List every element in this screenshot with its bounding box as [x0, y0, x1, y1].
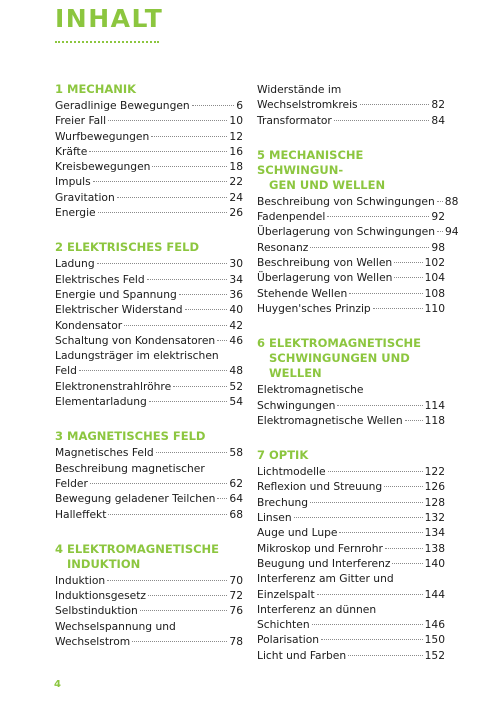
toc-entry-label: Mikroskop und Fernrohr — [257, 541, 383, 555]
toc-entry-label: Elektronenstrahlröhre — [55, 379, 172, 393]
dot-leader — [108, 514, 227, 515]
toc-entry-row — [257, 632, 445, 647]
dot-leader — [98, 212, 228, 213]
dot-leader — [349, 293, 422, 294]
toc-page-number: 30 — [229, 257, 243, 271]
toc-entry-label: Bewegung geladener Teilchen — [55, 492, 216, 506]
toc-entry-label: Magnetisches Feld — [55, 446, 154, 460]
toc-entry-row — [257, 556, 445, 571]
toc-entry[interactable] — [55, 190, 243, 205]
toc-entry-label: Interferenz am Gitter und — [257, 572, 394, 586]
toc-entry[interactable] — [55, 205, 243, 220]
toc-entry-row — [55, 129, 243, 144]
toc-page-number: 118 — [424, 413, 445, 427]
toc-page-number: 48 — [229, 364, 243, 378]
section-heading — [257, 336, 445, 381]
toc-page-number: 94 — [445, 225, 459, 239]
toc-page-number: 40 — [229, 303, 243, 317]
toc-page-number: 110 — [424, 301, 445, 315]
toc-entry-row — [257, 113, 445, 128]
dot-leader — [437, 231, 443, 232]
toc-entry[interactable] — [257, 413, 445, 428]
toc-page-number: 92 — [431, 210, 445, 224]
dot-leader — [152, 166, 227, 167]
toc-entry-label: Feld — [55, 364, 77, 378]
toc-page-number: 10 — [229, 114, 243, 128]
toc-entry-label: Ladungsträger im elektrischen — [55, 349, 219, 363]
toc-entry[interactable] — [257, 525, 445, 540]
toc-entry-label: Schaltung von Kondensatoren — [55, 333, 216, 347]
dot-leader — [147, 279, 228, 280]
dot-leader — [360, 104, 430, 105]
dot-leader — [294, 517, 423, 518]
toc-page-number: 102 — [424, 256, 445, 270]
toc-entry[interactable] — [257, 571, 445, 602]
toc-page-number: 24 — [229, 190, 243, 204]
toc-entry[interactable] — [55, 588, 243, 603]
dot-leader — [217, 340, 227, 341]
toc-page-number: 138 — [424, 541, 445, 555]
dot-leader — [373, 308, 423, 309]
toc-page-number: 42 — [229, 318, 243, 332]
toc-entry[interactable] — [257, 113, 445, 128]
toc-entry-label: Widerstände im — [257, 83, 342, 96]
toc-entry-label: Reflexion und Streuung — [257, 480, 383, 494]
toc-entry-row — [55, 634, 243, 649]
toc-page-number: 76 — [229, 604, 243, 618]
dot-leader — [108, 120, 227, 121]
toc-entry-label: Polarisation — [257, 633, 320, 647]
toc-entry-label: Auge und Lupe — [257, 526, 338, 540]
toc-entry-label: Kräfte — [55, 144, 88, 158]
toc-entry-label: Selbstinduktion — [55, 604, 138, 618]
toc-section — [55, 240, 243, 409]
toc-page-number: 12 — [229, 129, 243, 143]
toc-entry-label: Wurfbewegungen — [55, 129, 150, 143]
toc-entry-row — [257, 464, 445, 479]
toc-entry-row — [257, 224, 459, 239]
toc-section — [55, 82, 243, 220]
toc-entry-label: Brechung — [257, 495, 309, 509]
toc-entry-row — [55, 174, 243, 189]
toc-page-number: 108 — [424, 286, 445, 300]
toc-page-number: 18 — [229, 160, 243, 174]
toc-page-number: 58 — [229, 446, 243, 460]
dot-leader — [334, 120, 430, 121]
toc-entry-label: Freier Fall — [55, 114, 107, 128]
toc-section — [257, 82, 445, 128]
dot-leader — [179, 294, 228, 295]
toc-entry-row — [257, 286, 445, 301]
toc-entry[interactable] — [55, 445, 243, 460]
dot-leader — [79, 370, 227, 371]
toc-entry-row — [257, 617, 445, 632]
dot-leader — [394, 262, 422, 263]
dot-leader — [149, 401, 228, 402]
dot-leader — [148, 595, 227, 596]
dot-leader — [90, 483, 228, 484]
toc-page-number: 152 — [424, 648, 445, 662]
toc-entry[interactable] — [257, 82, 445, 113]
toc-entry-label: Gravitation — [55, 190, 115, 204]
toc-entry-row — [55, 318, 243, 333]
toc-page-number: 122 — [424, 465, 445, 479]
toc-entry-row — [55, 113, 243, 128]
toc-entry-label: Felder — [55, 476, 88, 490]
toc-entry-row — [257, 510, 445, 525]
toc-entry-label: Elektromagnetische — [257, 383, 364, 397]
toc-section — [257, 147, 459, 316]
toc-page-number: 16 — [229, 144, 243, 158]
title-divider — [55, 41, 159, 43]
toc-entry-row — [257, 413, 445, 428]
toc-page-number: 144 — [424, 587, 445, 601]
section-heading — [257, 148, 445, 193]
toc-entry-row — [55, 333, 243, 348]
toc-entry-row — [257, 255, 445, 270]
dot-leader — [385, 548, 423, 549]
toc-column-right — [257, 82, 459, 683]
toc-entry-row — [55, 190, 243, 205]
toc-page-number: 6 — [236, 99, 243, 112]
toc-entry[interactable] — [55, 619, 243, 650]
toc-entry[interactable] — [257, 479, 445, 494]
toc-entry-row — [55, 363, 243, 378]
dot-leader — [384, 486, 422, 487]
toc-section — [257, 448, 445, 663]
toc-entry[interactable] — [55, 272, 243, 287]
toc-entry[interactable] — [55, 507, 243, 522]
toc-entry[interactable] — [257, 240, 445, 255]
toc-entry-row — [257, 398, 445, 413]
dot-leader — [328, 471, 423, 472]
toc-entry[interactable] — [55, 129, 243, 144]
toc-entry-row — [257, 194, 459, 209]
toc-page-number: 134 — [424, 526, 445, 540]
toc-entry-label: Beschreibung von Wellen — [257, 256, 393, 270]
toc-entry-row — [55, 491, 243, 506]
toc-page-number: 34 — [229, 272, 243, 286]
toc-entry-label: Schwingungen — [257, 398, 336, 412]
toc-entry-row — [55, 256, 243, 271]
toc-entry-label: Induktionsgesetz — [55, 589, 147, 603]
toc-entry[interactable] — [257, 301, 445, 316]
toc-entry-label: Elementarladung — [55, 395, 147, 409]
dot-leader — [348, 655, 422, 656]
section-heading — [55, 82, 243, 97]
toc-entry[interactable] — [55, 174, 243, 189]
toc-entry-label: Transformator — [257, 113, 332, 127]
toc-section — [257, 336, 445, 428]
toc-entry-row — [55, 159, 243, 174]
toc-page-number: 64 — [229, 492, 243, 506]
toc-entry[interactable] — [55, 394, 243, 409]
toc-entry[interactable] — [55, 491, 243, 506]
toc-entry-label: Geradlinige Bewegungen — [55, 99, 190, 112]
dot-leader — [392, 563, 422, 564]
section-heading-line: SCHWINGUNGEN UND — [269, 351, 410, 366]
toc-entry-row — [55, 476, 243, 491]
toc-entry-label: Ladung — [55, 257, 95, 271]
dot-leader — [132, 641, 227, 642]
toc-section — [55, 542, 243, 649]
toc-entry-row — [257, 479, 445, 494]
dot-leader — [192, 105, 234, 106]
toc-page-number: 36 — [229, 287, 243, 301]
toc-entry[interactable] — [55, 603, 243, 618]
toc-page-number: 82 — [431, 98, 445, 112]
toc-entry-row — [257, 648, 445, 663]
toc-entry-row — [55, 445, 243, 460]
toc-page-number: 104 — [424, 271, 445, 285]
dot-leader — [312, 624, 423, 625]
section-heading-line: GEN UND WELLEN — [269, 177, 386, 192]
section-heading-line: 1 MECHANIK — [55, 82, 137, 96]
toc-entry-row — [55, 394, 243, 409]
toc-section — [55, 429, 243, 521]
dot-leader — [339, 532, 422, 533]
toc-entry-row — [55, 507, 243, 522]
dot-leader — [405, 420, 423, 421]
toc-page-number: 128 — [424, 495, 445, 509]
dot-leader — [217, 498, 227, 499]
toc-page-number: 140 — [424, 556, 445, 570]
toc-entry-label: Wechselspannung und — [55, 619, 176, 633]
dot-leader — [327, 216, 429, 217]
toc-entry-label: Überlagerung von Schwingungen — [257, 225, 435, 239]
toc-entry-label: Energie — [55, 206, 96, 220]
toc-entry[interactable] — [55, 461, 243, 492]
dot-leader — [151, 136, 227, 137]
toc-page-number: 88 — [444, 194, 459, 208]
toc-entry[interactable] — [55, 318, 243, 333]
toc-entry-row — [257, 541, 445, 556]
toc-entry[interactable] — [257, 194, 459, 209]
toc-entry[interactable] — [55, 348, 243, 379]
toc-entry[interactable] — [55, 333, 243, 348]
toc-entry-row — [257, 495, 445, 510]
dot-leader — [156, 452, 228, 453]
section-heading-line: 4 ELEKTROMAGNETISCHE — [55, 541, 220, 556]
toc-page-number: 68 — [229, 507, 243, 521]
toc-entry-row — [55, 302, 243, 317]
toc-entry-label: Schichten — [257, 618, 310, 632]
dot-leader — [185, 309, 228, 310]
toc-entry-label: Wechselstrom — [55, 635, 131, 649]
toc-entry-label: Interferenz an dünnen — [257, 602, 377, 616]
toc-page-number: 46 — [229, 333, 243, 347]
section-heading-line: INDUKTION — [67, 556, 141, 571]
section-heading-line: 3 MAGNETISCHES FELD — [55, 429, 206, 444]
toc-entry-row — [257, 525, 445, 540]
toc-page-number: 22 — [229, 175, 243, 189]
page-title: INHALT — [55, 4, 164, 33]
dot-leader — [124, 325, 227, 326]
dot-leader — [437, 201, 443, 202]
toc-entry-row — [55, 205, 243, 220]
toc-entry-row — [55, 98, 243, 113]
toc-entry[interactable] — [257, 255, 445, 270]
page-number: 4 — [54, 679, 61, 690]
toc-entry-label: Elektrischer Widerstand — [55, 303, 183, 317]
dot-leader — [321, 639, 423, 640]
toc-entry[interactable] — [257, 209, 445, 224]
toc-entry-label: Huygen'sches Prinzip — [257, 301, 371, 315]
toc-entry[interactable] — [55, 98, 243, 113]
section-heading-line: 6 ELEKTROMAGNETISCHE — [257, 336, 422, 351]
toc-page-number: 54 — [229, 395, 243, 409]
toc-entry-row — [55, 379, 243, 394]
toc-entry-row — [257, 301, 445, 316]
toc-entry-row — [55, 144, 243, 159]
toc-entry-row — [257, 240, 445, 255]
toc-entry[interactable] — [257, 382, 445, 413]
toc-entry-row — [257, 209, 445, 224]
toc-entry-row — [257, 97, 445, 112]
toc-page-number: 114 — [424, 398, 445, 412]
toc-page-number: 132 — [424, 511, 445, 525]
dot-leader — [173, 386, 227, 387]
section-heading — [55, 240, 243, 255]
toc-entry-row — [55, 603, 243, 618]
toc-page-number: 126 — [424, 480, 445, 494]
toc-entry[interactable] — [257, 286, 445, 301]
toc-entry[interactable] — [257, 556, 445, 571]
dot-leader — [310, 502, 423, 503]
toc-entry-label: Beschreibung magnetischer — [55, 461, 205, 475]
toc-entry-label: Impuls — [55, 175, 91, 189]
toc-entry-label: Einzelspalt — [257, 587, 315, 601]
toc-column-left — [55, 82, 243, 669]
dot-leader — [93, 181, 228, 182]
toc-entry[interactable] — [55, 379, 243, 394]
toc-entry-label: Linsen — [257, 511, 292, 525]
toc-entry[interactable] — [257, 632, 445, 647]
toc-entry[interactable] — [55, 159, 243, 174]
toc-entry-label: Elektromagnetische Wellen — [257, 413, 403, 427]
toc-page-number: 70 — [229, 573, 243, 587]
toc-page-number: 52 — [229, 379, 243, 393]
section-heading-line: 7 OPTIK — [257, 448, 309, 463]
dot-leader — [394, 277, 422, 278]
toc-entry[interactable] — [257, 602, 445, 633]
section-heading — [55, 542, 243, 572]
toc-entry[interactable] — [257, 510, 445, 525]
toc-entry[interactable] — [257, 224, 459, 239]
toc-page-number: 78 — [229, 635, 243, 649]
toc-entry-label: Halleffekt — [55, 507, 107, 521]
section-heading-line: WELLEN — [269, 366, 322, 381]
dot-leader — [117, 197, 228, 198]
toc-entry[interactable] — [55, 573, 243, 588]
toc-page-number: 146 — [424, 618, 445, 632]
dot-leader — [107, 580, 227, 581]
toc-entry[interactable] — [55, 113, 243, 128]
toc-entry-label: Energie und Spannung — [55, 287, 177, 301]
toc-page-number: 62 — [229, 476, 243, 490]
toc-entry-row — [257, 587, 445, 602]
dot-leader — [337, 405, 422, 406]
toc-entry-label: Induktion — [55, 573, 106, 587]
toc-entry-row — [257, 270, 445, 285]
toc-entry[interactable] — [257, 541, 445, 556]
toc-entry[interactable] — [55, 256, 243, 271]
dot-leader — [89, 151, 227, 152]
toc-entry[interactable] — [55, 302, 243, 317]
dot-leader — [97, 263, 228, 264]
dot-leader — [317, 594, 423, 595]
toc-entry-label: Kondensator — [55, 318, 123, 332]
toc-entry-label: Beschreibung von Schwingungen — [257, 194, 435, 208]
toc-entry-label: Lichtmodelle — [257, 465, 326, 479]
toc-entry[interactable] — [55, 144, 243, 159]
section-heading-line: 2 ELEKTRISCHES FELD — [55, 240, 200, 255]
toc-entry[interactable] — [55, 287, 243, 302]
toc-entry[interactable] — [257, 495, 445, 510]
section-heading — [55, 429, 243, 444]
toc-page-number: 72 — [229, 589, 243, 603]
toc-entry[interactable] — [257, 648, 445, 663]
toc-entry-label: Beugung und Interferenz — [257, 556, 391, 570]
section-heading-line: 5 MECHANISCHE SCHWINGUN- — [257, 147, 364, 177]
toc-entry-row — [55, 573, 243, 588]
toc-entry-row — [55, 588, 243, 603]
toc-entry-label: Elektrisches Feld — [55, 272, 145, 286]
toc-entry-label: Resonanz — [257, 240, 309, 254]
toc-page-number: 26 — [229, 206, 243, 220]
toc-page-number: 98 — [431, 240, 445, 254]
toc-entry-label: Kreisbewegungen — [55, 160, 151, 174]
toc-entry-row — [55, 287, 243, 302]
toc-page-number: 150 — [424, 633, 445, 647]
dot-leader — [140, 610, 228, 611]
toc-entry[interactable] — [257, 464, 445, 479]
toc-entry-label: Stehende Wellen — [257, 286, 348, 300]
toc-entry-row — [55, 272, 243, 287]
toc-entry-label: Überlagerung von Wellen — [257, 271, 393, 285]
toc-entry-label: Licht und Farben — [257, 648, 347, 662]
section-heading — [257, 448, 445, 463]
toc-entry-label: Fadenpendel — [257, 210, 326, 224]
toc-page-number: 84 — [431, 113, 445, 127]
dot-leader — [310, 247, 429, 248]
toc-entry[interactable] — [257, 270, 445, 285]
toc-entry-label: Wechselstromkreis — [257, 98, 358, 112]
